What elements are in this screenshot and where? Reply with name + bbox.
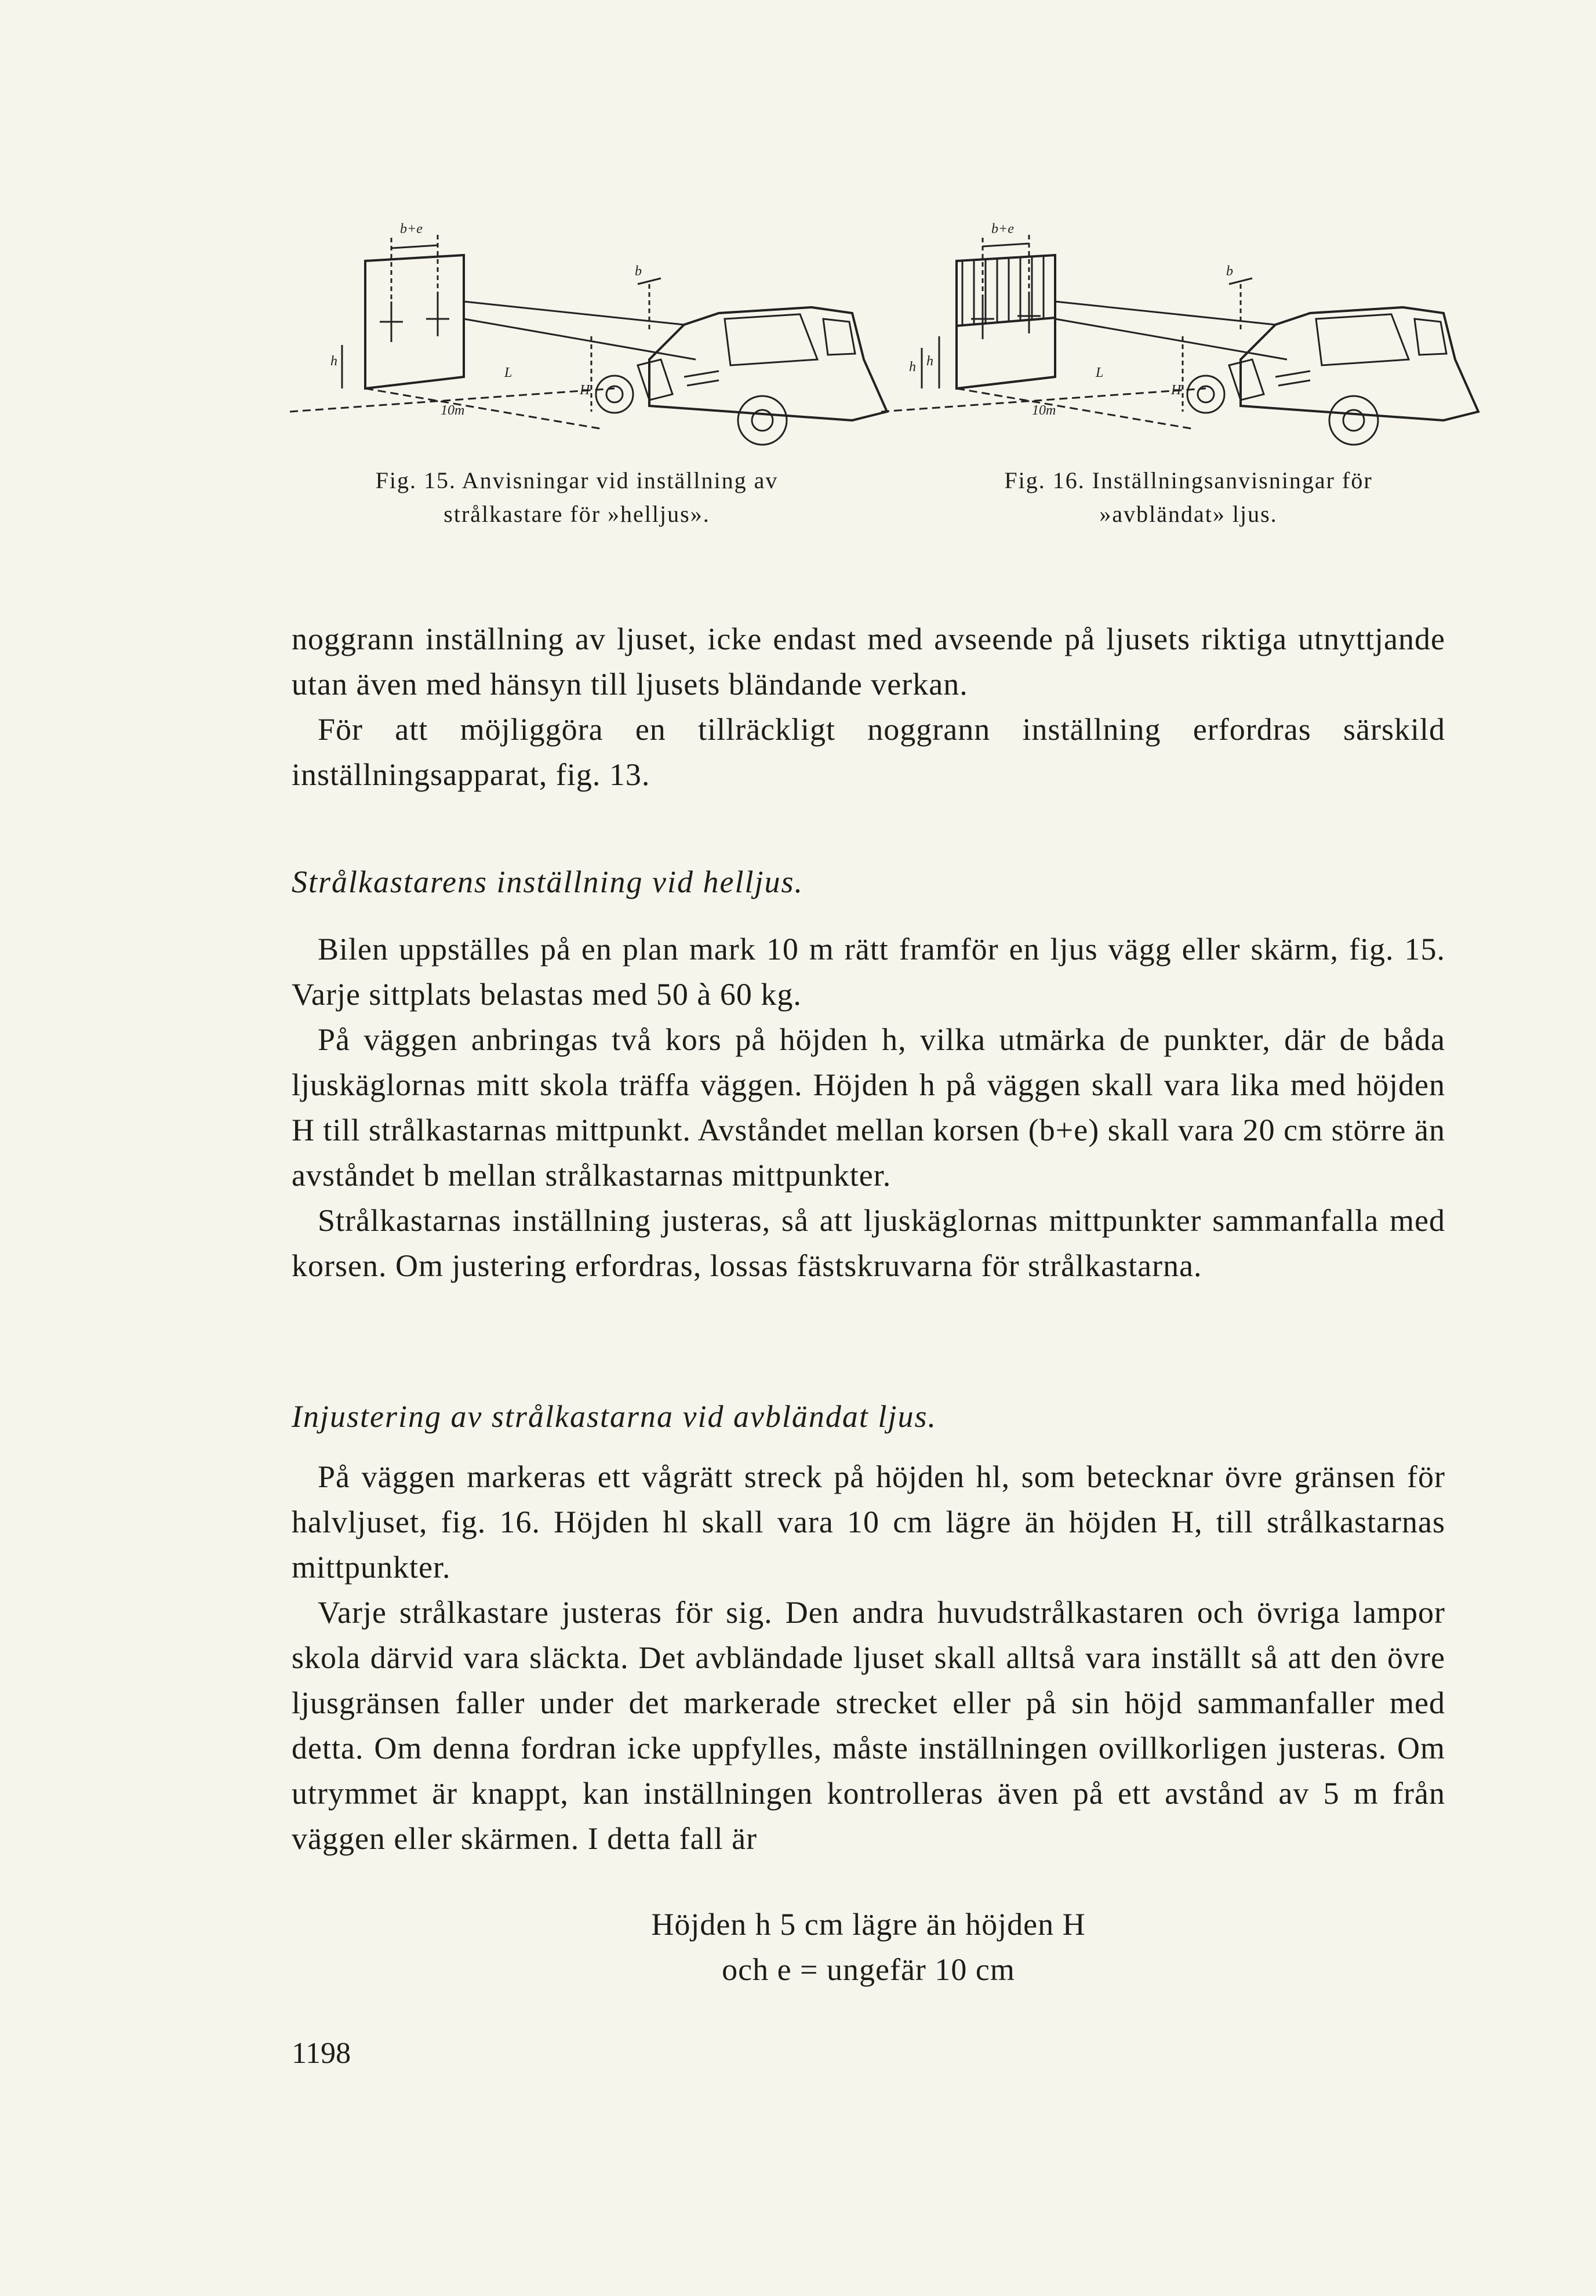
figure-15 (278, 220, 893, 464)
helljus-text (292, 927, 1445, 1288)
figure-16-caption (951, 464, 1426, 531)
paragraph-6: På väggen markeras ett vågrätt streck på höjden hl, som betecknar övre gränsen för halvljuset, fig. 16. Höjden hl skall vara 10 cm lägre än höjden H, till strålkastarnas mittpunkter. (292, 1459, 1445, 1585)
fig16-label-H: H (1171, 383, 1181, 398)
figure-16-caption-line2: »avbländat» ljus. (1099, 501, 1278, 527)
formula-line-1: Höjden h 5 cm lägre än höjden H (651, 1907, 1086, 1942)
figure-15-caption-line2: strålkastare för »helljus». (443, 501, 710, 527)
figure-16 (870, 220, 1484, 464)
paragraph-1: noggrann inställning av ljuset, icke endast med avseende på ljusets riktiga utnyttjande utan även med hänsyn till ljusets bländande verkan. (292, 622, 1445, 702)
fig15-label-h: h (330, 354, 337, 369)
paragraph-5: Strålkastarnas inställning justeras, så att ljuskäglornas mittpunkter sammanfalla med korsen. Om justering erfordras, lossas fästskruvarna för strålkastarna. (292, 1203, 1445, 1283)
page-number: 1198 (292, 2037, 351, 2070)
fig16-label-be: b+e (991, 221, 1014, 237)
figure-16-illustration (870, 220, 1484, 464)
avblandat-text (292, 1454, 1445, 1861)
fig16-label-b: b (1226, 264, 1233, 279)
paragraph-4: På väggen anbringas två kors på höjden h, vilka utmärka de punkter, där de båda ljuskäglornas mitt skola träffa väggen. Höjden h på väggen skall vara lika med höjden H till strålkastarnas mittpunkt. Avståndet mellan korsen (b+e) skall vara 20 cm större än avståndet b mellan strålkastarnas mittpunkter. (292, 1022, 1445, 1193)
figure-15-caption (316, 464, 838, 531)
paragraph-2: För att möjliggöra en tillräckligt noggrann inställning erfordras särskild inställningsapparat, fig. 13. (292, 712, 1445, 792)
fig16-label-h: h (909, 359, 916, 375)
fig15-label-L: L (504, 365, 512, 380)
fig16-label-h1: h (926, 354, 933, 369)
figure-15-illustration (278, 220, 893, 464)
paragraph-7: Varje strålkastare justeras för sig. Den andra huvudstrålkastaren och övriga lampor skola därvid vara släckta. Det avbländade ljuset skall alltså vara inställt så att den övre ljusgränsen faller under det markerade strecket eller på sin höjd sammanfaller med detta. Om denna fordran icke uppfylles, måste inställningen ovillkorligen justeras. Om utrymmet är knappt, kan inställningen kontrolleras även på ett avstånd av 5 m från väggen eller skärmen. I detta fall är (292, 1595, 1445, 1856)
formula (292, 1902, 1445, 1992)
fig15-label-H: H (580, 383, 590, 398)
fig16-label-L: L (1096, 365, 1104, 380)
formula-line-2: och e = ungefär 10 cm (722, 1952, 1015, 1987)
intro-text (292, 616, 1445, 797)
paragraph-3: Bilen uppställes på en plan mark 10 m rätt framför en ljus vägg eller skärm, fig. 15. Varje sittplats belastas med 50 à 60 kg. (292, 932, 1445, 1012)
fig15-label-b: b (635, 264, 642, 279)
figure-15-caption-line1: Fig. 15. Anvisningar vid inställning av (375, 467, 779, 493)
fig16-label-dist: 10m (1032, 403, 1056, 418)
section-heading-avblandat: Injustering av strålkastarna vid avbländat ljus. (292, 1399, 937, 1434)
fig15-label-dist: 10m (441, 403, 465, 418)
section-heading-helljus: Strålkastarens inställning vid helljus. (292, 864, 804, 899)
fig15-label-be: b+e (400, 221, 423, 237)
figure-16-caption-line1: Fig. 16. Inställningsanvisningar för (1004, 467, 1373, 493)
